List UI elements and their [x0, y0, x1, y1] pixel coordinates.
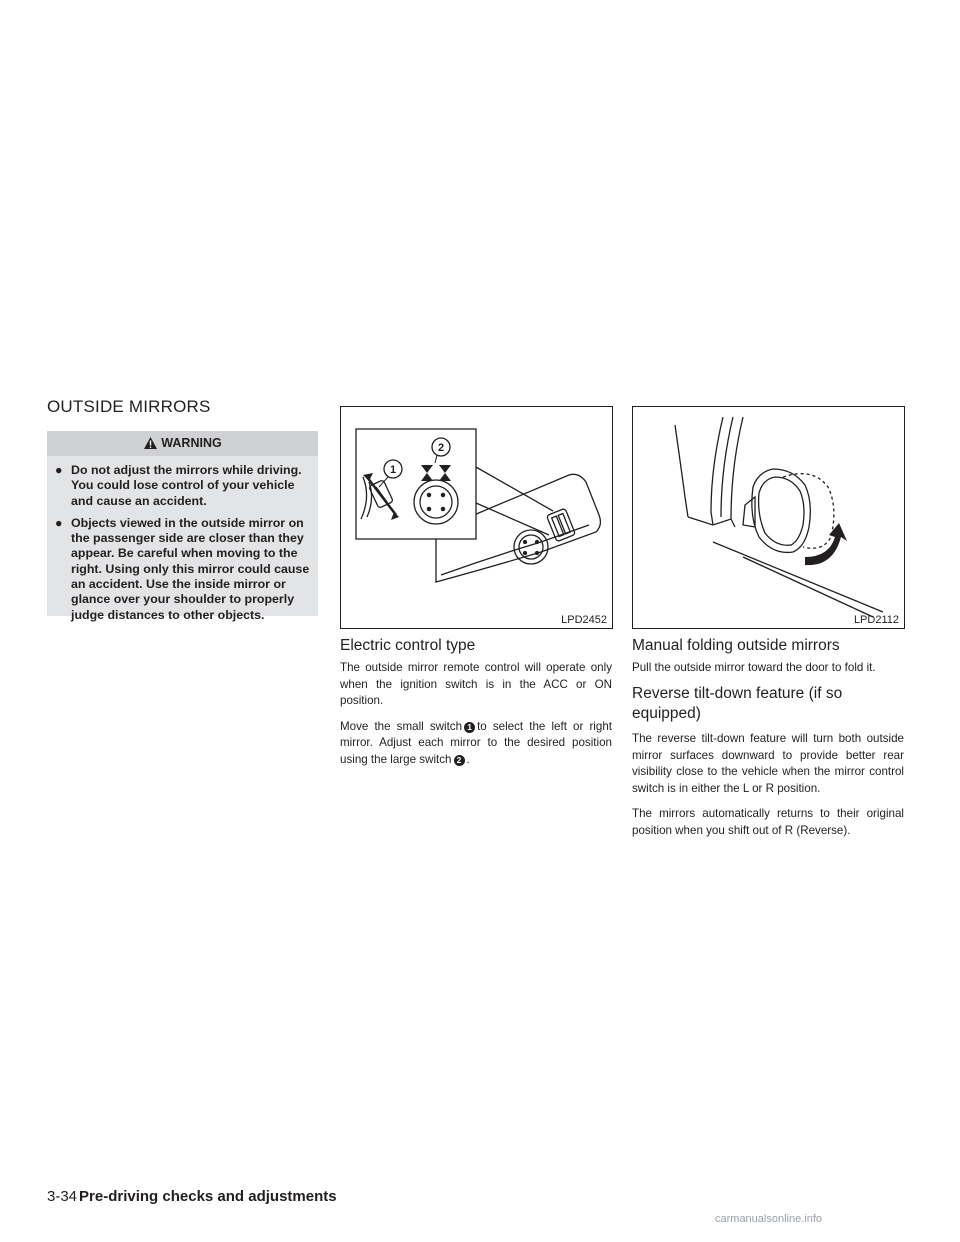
- manual-heading: Manual folding outside mirrors: [632, 637, 840, 654]
- reverse-body: [632, 731, 904, 849]
- callout-1: 1: [389, 464, 397, 476]
- warning-item: [55, 516, 313, 623]
- electric-para-2c: .: [466, 752, 470, 766]
- electric-para-2a: Move the small switch: [340, 719, 463, 733]
- manual-body: Pull the outside mirror toward the door to fold it.: [632, 661, 876, 674]
- warning-item-text: Objects viewed in the outside mirror on the passenger side are closer than they appear. Be careful when moving to the right. Using only this mirror could cause an accident. Use the inside mirror or glance over your shoulder to properly judge distances to other objects.: [71, 515, 310, 622]
- electric-heading: Electric control type: [340, 637, 476, 654]
- figure-mirror-switch: [340, 406, 613, 629]
- electric-body: [340, 660, 612, 778]
- mirror-switch-illustration: [341, 407, 612, 628]
- electric-para-2b: to select the left or right mirror. Adjust each mirror to the desired position using the large switch: [340, 719, 612, 766]
- callout-1-inline: 1: [464, 722, 475, 733]
- section-title: OUTSIDE MIRRORS: [47, 397, 211, 416]
- warning-triangle-icon: [143, 436, 158, 450]
- bullet-icon: ●: [55, 515, 63, 530]
- electric-para-2: [340, 719, 612, 769]
- bullet-icon: ●: [55, 463, 63, 477]
- page-number: 3-34: [47, 1188, 78, 1205]
- warning-item: [55, 463, 313, 509]
- folding-mirror-illustration: [633, 407, 904, 628]
- watermark: carmanualsonline.info: [715, 1213, 823, 1225]
- page-footer: [47, 1188, 337, 1205]
- reverse-para-1: The reverse tilt-down feature will turn both outside mirror surfaces downward to provide better rear visibility close to the vehicle when the mirror control switch is in either the L or R position.: [632, 732, 904, 795]
- electric-para-1: The outside mirror remote control will operate only when the ignition switch is in the ACC or ON position.: [340, 661, 612, 708]
- figure-label: LPD2452: [561, 614, 607, 626]
- warning-header: [47, 431, 318, 456]
- warning-list: [55, 463, 313, 630]
- reverse-para-2: The mirrors automatically returns to their original position when you shift out of R (Reverse).: [632, 807, 904, 837]
- warning-item-text: Do not adjust the mirrors while driving. You could lose control of your vehicle and cause an accident.: [71, 463, 302, 508]
- chapter-title: Pre-driving checks and adjustments: [79, 1188, 337, 1205]
- warning-heading: WARNING: [161, 436, 222, 450]
- warning-box: [47, 431, 318, 622]
- callout-2-inline: 2: [454, 755, 465, 766]
- reverse-heading: Reverse tilt-down feature (if so equipped): [632, 685, 843, 722]
- figure-label: LPD2112: [853, 614, 899, 626]
- callout-2: 2: [437, 442, 445, 454]
- figure-folding-mirror: [632, 406, 905, 629]
